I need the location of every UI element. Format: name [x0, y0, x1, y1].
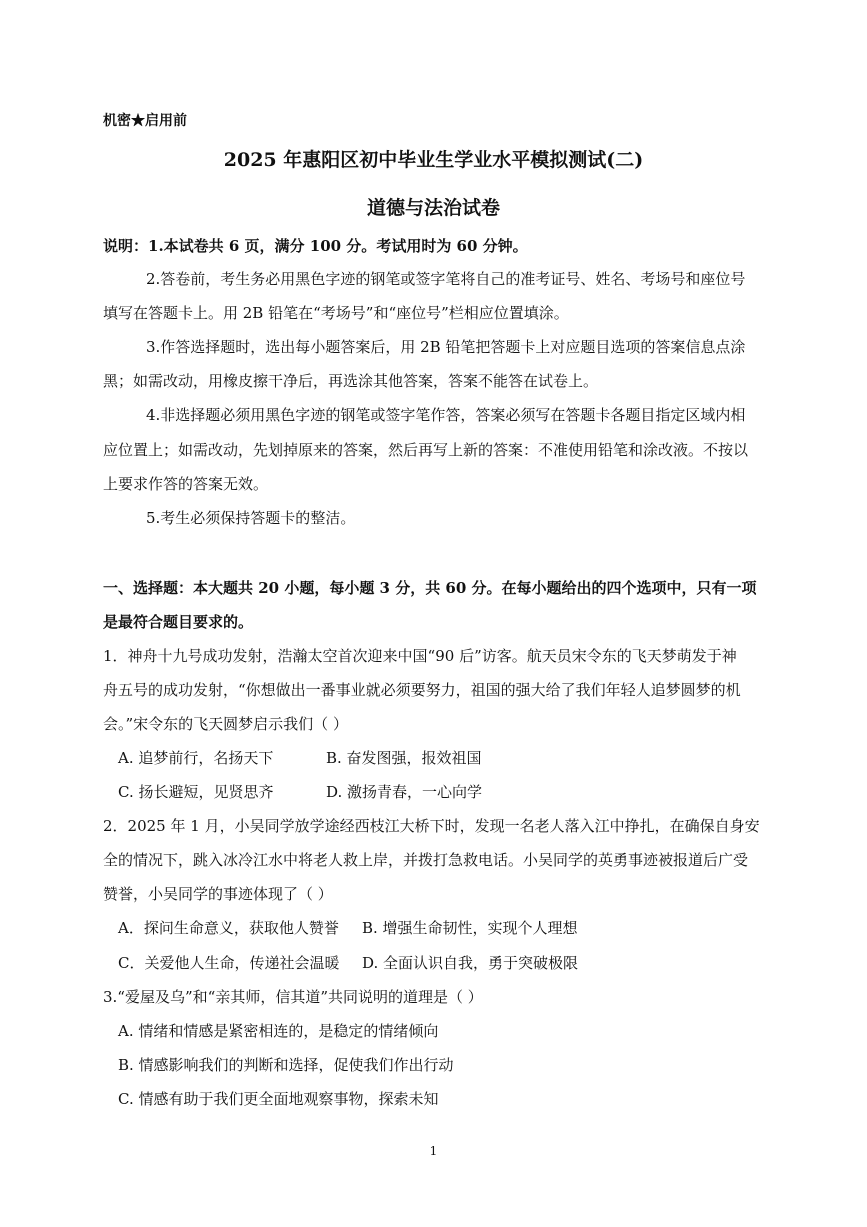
question-2-line-2: 全的情况下，跳入冰冷江水中将老人救上岸，并拨打急救电话。小吴同学的英勇事迹被报道后广受 — [103, 851, 749, 869]
question-1-line-2: 舟五号的成功发射，“你想做出一番事业就必须要努力，祖国的强大给了我们年轻人追梦圆梦的机 — [103, 681, 741, 699]
question-2-option-d: D. 全面认识自我，勇于突破极限 — [362, 954, 579, 972]
page-number: 1 — [429, 1144, 438, 1158]
question-2-option-b: B. 增强生命韧性，实现个人理想 — [362, 919, 578, 937]
question-1-option-c: C. 扬长避短，见贤思齐 — [118, 783, 274, 801]
question-1-option-a: A. 追梦前行，名扬天下 — [118, 749, 274, 767]
question-2-line-1: 2．2025 年 1 月，小吴同学放学途经西枝江大桥下时，发现一名老人落入江中挣扎，在确保自身安 — [103, 817, 760, 835]
instructions-item-1: 1.本试卷共 6 页，满分 100 分。考试用时为 60 分钟。 — [148, 237, 528, 255]
confidential-label: 机密★启用前 — [103, 113, 187, 129]
instructions-label: 说明： — [103, 237, 149, 255]
question-1-option-d: D. 激扬青春，一心向学 — [326, 783, 483, 801]
question-1-option-b: B. 奋发图强，报效祖国 — [326, 749, 482, 767]
instructions-item-4c: 上要求作答的答案无效。 — [103, 475, 269, 493]
question-3-option-b: B. 情感影响我们的判断和选择，促使我们作出行动 — [118, 1056, 454, 1074]
question-2-option-a: A．探问生命意义，获取他人赞誉 — [118, 919, 339, 937]
question-2-option-c: C．关爱他人生命，传递社会温暖 — [118, 954, 340, 972]
instructions-item-5: 5.考生必须保持答题卡的整洁。 — [146, 509, 356, 527]
question-2-line-3: 赞誉，小吴同学的事迹体现了（ ） — [103, 885, 333, 903]
question-3-option-c: C. 情感有助于我们更全面地观察事物，探索未知 — [118, 1090, 439, 1108]
instructions-item-2a: 2.答卷前，考生务必用黑色字迹的钢笔或签字笔将自己的准考证号、姓名、考场号和座位号 — [146, 270, 746, 288]
question-3-line-1: 3.“爱屋及乌”和“亲其师，信其道”共同说明的道理是（ ） — [103, 988, 483, 1006]
instructions-line-1 — [103, 236, 528, 256]
question-3-option-a: A. 情绪和情感是紧密相连的，是稳定的情绪倾向 — [118, 1022, 439, 1040]
exam-title: 2025 年惠阳区初中毕业生学业水平模拟测试(二) — [223, 149, 644, 171]
question-1-line-3: 会。”宋令东的飞天圆梦启示我们（ ） — [103, 715, 348, 733]
exam-subtitle: 道德与法治试卷 — [366, 197, 500, 219]
section-1-heading-line-2: 是最符合题目要求的。 — [103, 613, 254, 631]
question-1-line-1: 1．神舟十九号成功发射，浩瀚太空首次迎来中国“90 后”访客。航天员宋令东的飞天梦萌发于神 — [103, 647, 737, 665]
instructions-item-4a: 4.非选择题必须用黑色字迹的钢笔或签字笔作答，答案必须写在答题卡各题目指定区域内相 — [146, 406, 746, 424]
instructions-item-3b: 黑；如需改动，用橡皮擦干净后，再选涂其他答案，答案不能答在试卷上。 — [103, 372, 599, 390]
section-1-heading-line-1: 一、选择题：本大题共 20 小题，每小题 3 分，共 60 分。在每小题给出的四个选项中，只有一项 — [103, 579, 757, 597]
instructions-item-4b: 应位置上；如需改动，先划掉原来的答案，然后再写上新的答案：不准使用铅笔和涂改液。不按以 — [103, 441, 749, 459]
instructions-item-3a: 3.作答选择题时，选出每小题答案后，用 2B 铅笔把答题卡上对应题目选项的答案信息点涂 — [146, 338, 746, 356]
instructions-item-2b: 填写在答题卡上。用 2B 铅笔在“考场号”和“座位号”栏相应位置填涂。 — [103, 304, 569, 322]
